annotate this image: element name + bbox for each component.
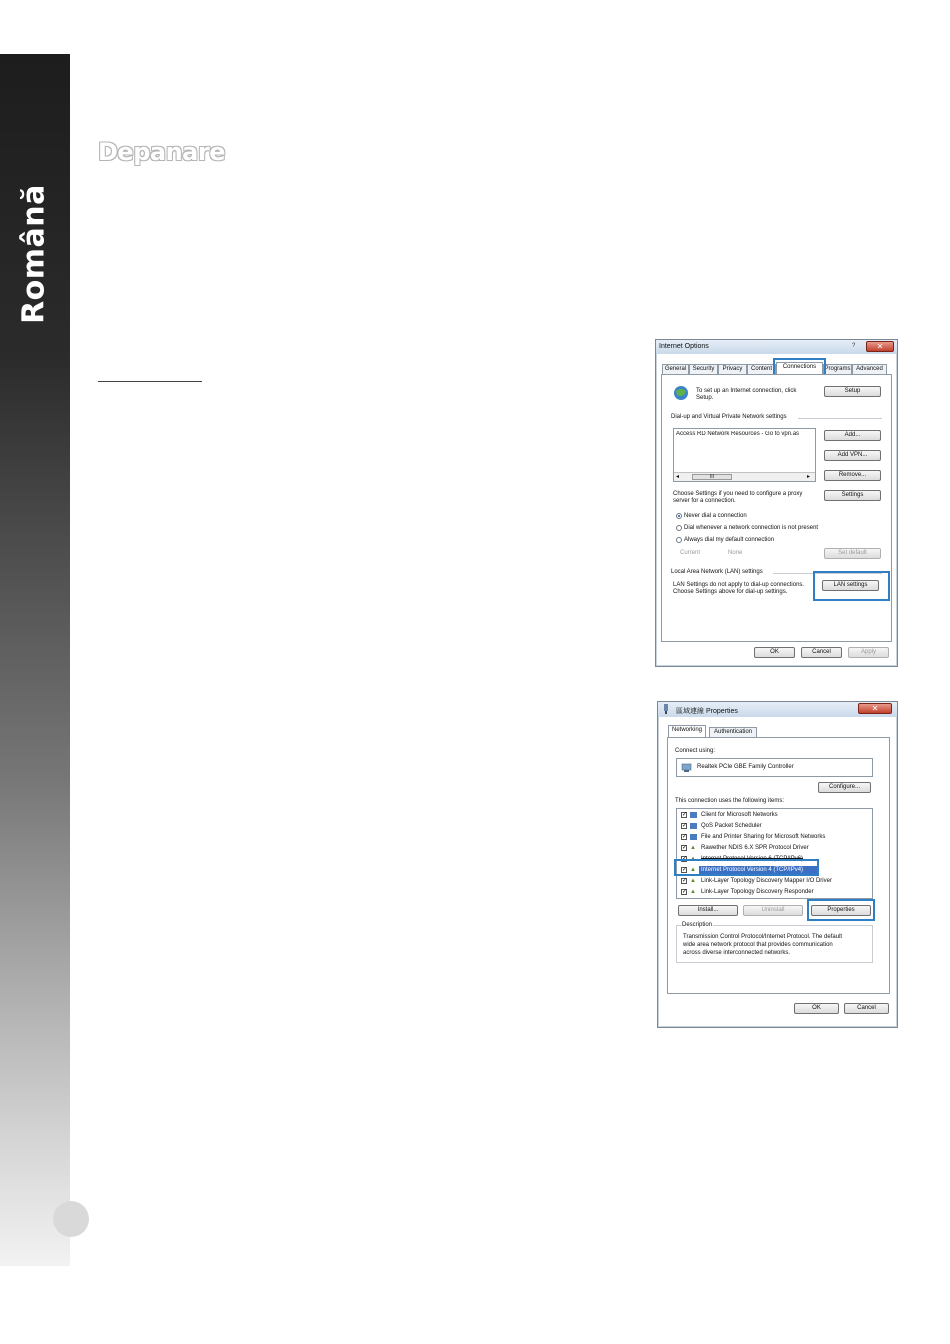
tab-networking[interactable]: Networking	[668, 725, 706, 737]
settings-button[interactable]: Settings	[824, 490, 881, 501]
tab-connections[interactable]: Connections	[776, 362, 823, 374]
network-card-icon	[681, 762, 692, 773]
item-checkbox[interactable]: ✓	[682, 889, 688, 895]
sharing-icon	[690, 834, 697, 840]
protocol-item[interactable]: QoS Packet Scheduler	[701, 823, 762, 829]
properties-titlebar	[658, 702, 897, 717]
connect-using-label: Connect using:	[675, 748, 716, 754]
setup-text-line2: Setup.	[696, 395, 714, 401]
properties-title: 區域連線 Properties	[676, 708, 738, 715]
uninstall-button[interactable]: Uninstall	[743, 905, 803, 916]
item-checkbox[interactable]: ✓	[682, 878, 688, 884]
tab-advanced[interactable]: Advanced	[852, 364, 887, 374]
ok-button[interactable]: OK	[794, 1003, 839, 1014]
protocol-item-selected[interactable]: Internet Protocol Version 4 (TCP/IPv4)	[701, 867, 804, 873]
horizontal-scrollbar[interactable]	[674, 472, 815, 481]
install-button[interactable]: Install...	[678, 905, 738, 916]
item-checkbox[interactable]: ✓	[682, 856, 688, 862]
setup-button[interactable]: Setup	[824, 386, 881, 397]
radio-dial-whenever[interactable]	[676, 525, 682, 531]
tab-security[interactable]: Security	[689, 364, 718, 374]
section-underline	[98, 381, 202, 382]
description-group	[676, 922, 873, 963]
item-checkbox[interactable]: ✓	[682, 823, 688, 829]
radio-dial-whenever-label: Dial whenever a network connection is not present	[684, 525, 819, 531]
remove-button[interactable]: Remove...	[824, 470, 881, 481]
protocol-icon: ▲	[690, 845, 696, 851]
language-label: Română	[16, 184, 52, 324]
tab-content[interactable]: Content	[747, 364, 776, 374]
scroll-left-icon[interactable]: ◂	[676, 474, 680, 480]
add-button[interactable]: Add...	[824, 430, 881, 441]
items-label: This connection uses the following items:	[675, 798, 785, 804]
radio-never-dial[interactable]	[676, 513, 682, 519]
lan-text-line1: LAN Settings do not apply to dial-up connections.	[673, 582, 805, 588]
network-adapter-icon	[663, 704, 669, 714]
cancel-button[interactable]: Cancel	[844, 1003, 889, 1014]
radio-always-dial-label: Always dial my default connection	[684, 537, 775, 543]
set-default-button[interactable]: Set default	[824, 548, 881, 559]
dialup-group-label: Dial-up and Virtual Private Network settings	[671, 414, 787, 420]
internet-globe-icon	[672, 385, 690, 401]
dialup-group-line	[798, 418, 882, 419]
settings-text-line2: server for a connection.	[673, 498, 736, 504]
close-icon[interactable]: ✕	[858, 703, 892, 714]
ipv4-highlight	[674, 859, 819, 876]
lan-settings-button[interactable]: LAN settings	[822, 580, 879, 591]
description-line1: Transmission Control Protocol/Internet Protocol. The default	[683, 934, 843, 940]
tab-authentication[interactable]: Authentication	[709, 727, 757, 737]
dialup-connections-list[interactable]	[673, 428, 816, 482]
language-label-wrap	[4, 154, 64, 354]
description-line2: wide area network protocol that provides communication	[683, 942, 833, 948]
page-heading: Depanare	[98, 138, 225, 166]
help-icon[interactable]: ?	[852, 343, 856, 349]
radio-never-dial-label: Never dial a connection	[684, 513, 747, 519]
description-line3: across diverse interconnected networks.	[683, 950, 791, 956]
item-checkbox[interactable]: ✓	[682, 834, 688, 840]
adapter-field	[676, 758, 873, 777]
description-label: Description	[682, 922, 713, 928]
adapter-name: Realtek PCIe GBE Family Controller	[697, 764, 794, 770]
protocol-item[interactable]: Internet Protocol Version 6 (TCP/IPv6)	[701, 856, 804, 862]
protocol-icon: ▲	[690, 878, 696, 884]
item-checkbox[interactable]: ✓	[682, 867, 688, 873]
lan-group-label: Local Area Network (LAN) settings	[671, 569, 763, 575]
protocol-icon: ▲	[690, 856, 696, 862]
properties-button-highlight	[807, 899, 875, 921]
item-checkbox[interactable]: ✓	[682, 812, 688, 818]
internet-options-titlebar	[656, 340, 897, 354]
tab-programs[interactable]: Programs	[824, 366, 851, 372]
protocol-items-list[interactable]	[676, 808, 873, 899]
item-checkbox[interactable]: ✓	[682, 845, 688, 851]
protocol-item[interactable]: Link-Layer Topology Discovery Responder	[701, 889, 814, 895]
ok-button[interactable]: OK	[754, 647, 795, 658]
protocol-icon: ▲	[690, 889, 696, 895]
page-number-circle	[53, 1201, 89, 1237]
protocol-item[interactable]: Client for Microsoft Networks	[701, 812, 778, 818]
close-icon[interactable]: ✕	[866, 341, 894, 352]
tab-general[interactable]: General	[662, 364, 689, 374]
adapter-properties-dialog	[657, 701, 898, 1028]
dialup-list-item[interactable]: Access RD Network Resources - Go to vpn.as	[676, 431, 800, 437]
scheduler-icon	[690, 823, 697, 829]
internet-options-title: Internet Options	[659, 343, 709, 350]
current-value: None	[728, 550, 743, 556]
protocol-item[interactable]: Rawether NDIS 6.X SPR Protocol Driver	[701, 845, 809, 851]
protocol-icon: ▲	[690, 867, 696, 873]
current-label: Current	[680, 550, 701, 556]
protocol-item[interactable]: Link-Layer Topology Discovery Mapper I/O Driver	[701, 878, 832, 884]
tab-privacy[interactable]: Privacy	[718, 364, 747, 374]
client-icon	[690, 812, 697, 818]
protocol-item[interactable]: File and Printer Sharing for Microsoft Networks	[701, 834, 826, 840]
lan-text-line2: Choose Settings above for dial-up settings.	[673, 589, 788, 595]
scroll-right-icon[interactable]: ▸	[807, 474, 811, 480]
radio-always-dial[interactable]	[676, 537, 682, 543]
lan-settings-highlight	[813, 571, 890, 601]
scroll-thumb[interactable]: III	[692, 474, 732, 480]
settings-text-line1: Choose Settings if you need to configure a proxy	[673, 491, 803, 497]
properties-button[interactable]: Properties	[811, 905, 871, 916]
setup-text-line1: To set up an Internet connection, click	[696, 388, 797, 394]
internet-options-dialog	[655, 339, 898, 667]
add-vpn-button[interactable]: Add VPN...	[824, 450, 881, 461]
language-side-tab	[0, 54, 70, 1266]
apply-button[interactable]: Apply	[848, 647, 889, 658]
cancel-button[interactable]: Cancel	[801, 647, 842, 658]
configure-button[interactable]: Configure...	[818, 782, 871, 793]
